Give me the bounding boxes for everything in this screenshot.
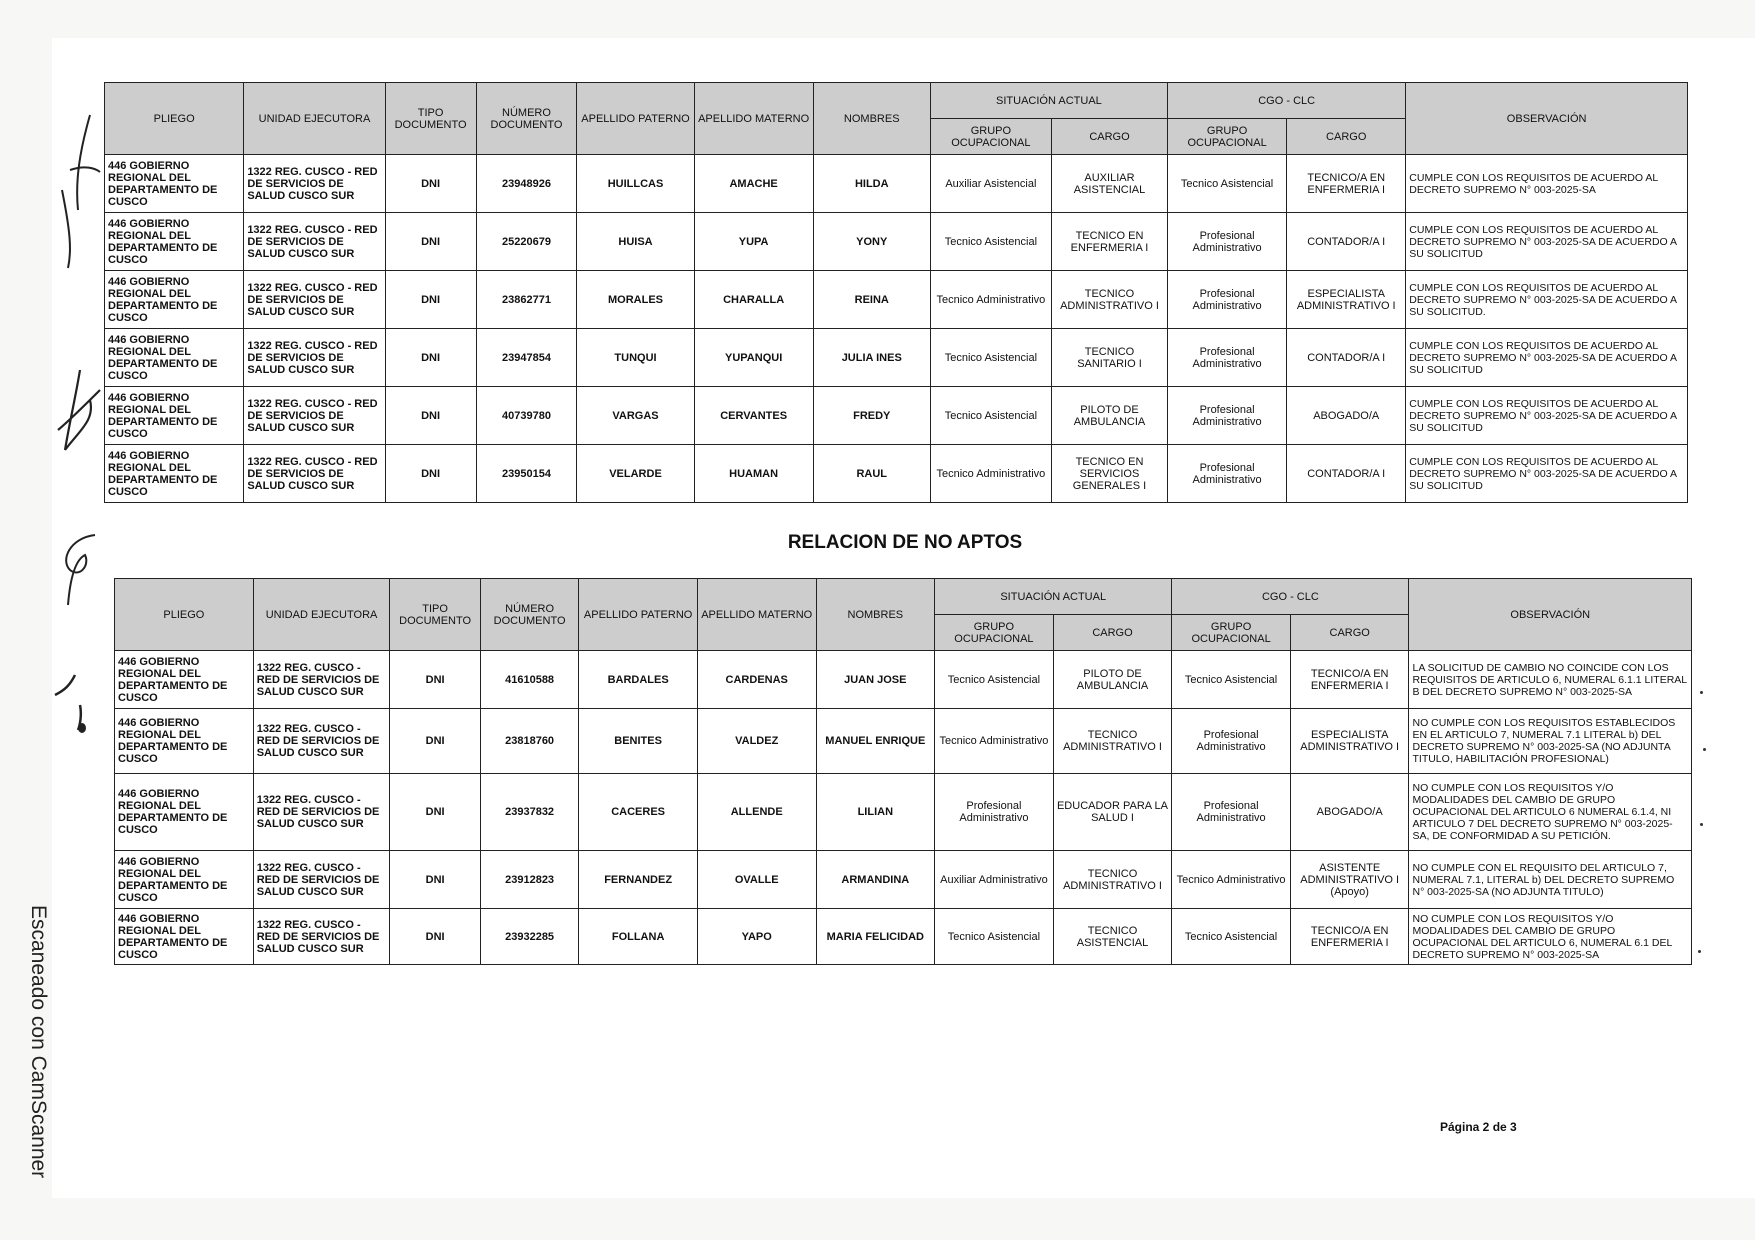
cell-cargo-cgo: ASISTENTE ADMINISTRATIVO I (Apoyo): [1290, 851, 1409, 909]
col-pliego: PLIEGO: [115, 579, 254, 651]
cell-cargo-cgo: TECNICO/A EN ENFERMERIA I: [1287, 155, 1406, 213]
cell-cargo-actual: TECNICO ASISTENCIAL: [1053, 909, 1172, 965]
cell-unidad: 1322 REG. CUSCO - RED DE SERVICIOS DE SALUD CUSCO SUR: [244, 387, 385, 445]
cell-pliego: 446 GOBIERNO REGIONAL DEL DEPARTAMENTO DE CUSCO: [105, 387, 244, 445]
cell-unidad: 1322 REG. CUSCO - RED DE SERVICIOS DE SALUD CUSCO SUR: [253, 709, 390, 774]
col-apellido-materno: APELLIDO MATERNO: [697, 579, 816, 651]
table-row: [105, 329, 1688, 387]
cell-numero: 23948926: [476, 155, 577, 213]
cell-pliego: 446 GOBIERNO REGIONAL DEL DEPARTAMENTO DE CUSCO: [115, 709, 254, 774]
cell-grupo-actual: Profesional Administrativo: [935, 774, 1054, 851]
cell-nombres: JUAN JOSE: [816, 651, 935, 709]
cell-nombres: LILIAN: [816, 774, 935, 851]
cell-grupo-actual: Tecnico Asistencial: [935, 651, 1054, 709]
cell-numero: 23818760: [480, 709, 578, 774]
cell-ap-materno: OVALLE: [697, 851, 816, 909]
cell-grupo-cgo: Tecnico Administrativo: [1172, 851, 1291, 909]
col-pliego: PLIEGO: [105, 83, 244, 155]
cell-nombres: MANUEL ENRIQUE: [816, 709, 935, 774]
signature-mark: [50, 360, 110, 500]
cell-grupo-actual: Tecnico Administrativo: [935, 709, 1054, 774]
col-unidad-ejecutora: UNIDAD EJECUTORA: [244, 83, 385, 155]
col-tipo-documento: TIPO DOCUMENTO: [390, 579, 480, 651]
cell-ap-paterno: FERNANDEZ: [579, 851, 698, 909]
col-observacion: OBSERVACIÓN: [1409, 579, 1692, 651]
page-number: Página 2 de 3: [1440, 1120, 1517, 1134]
camscanner-watermark: Escaneado con CamScanner: [27, 905, 50, 1179]
cell-pliego: 446 GOBIERNO REGIONAL DEL DEPARTAMENTO DE CUSCO: [105, 155, 244, 213]
cell-grupo-cgo: Profesional Administrativo: [1172, 774, 1291, 851]
cell-cargo-actual: PILOTO DE AMBULANCIA: [1051, 387, 1167, 445]
cell-ap-paterno: CACERES: [579, 774, 698, 851]
cell-cargo-actual: TECNICO EN SERVICIOS GENERALES I: [1051, 445, 1167, 503]
cell-tipo: DNI: [385, 213, 476, 271]
cell-tipo: DNI: [390, 851, 480, 909]
cell-nombres: YONY: [813, 213, 930, 271]
col-observacion: OBSERVACIÓN: [1406, 83, 1688, 155]
cell-cargo-actual: TECNICO ADMINISTRATIVO I: [1051, 271, 1167, 329]
cell-ap-paterno: VELARDE: [577, 445, 694, 503]
cell-observacion: NO CUMPLE CON LOS REQUISITOS Y/O MODALIDADES DEL CAMBIO DE GRUPO OCUPACIONAL DEL ARTICULO 6 NUMERAL 6.1.4, NI ARTICULO 7 DEL DECRETO SUPREMO N° 003-2025-SA, DE CONFORMIDAD A SU PETICIÓN.: [1409, 774, 1692, 851]
cell-ap-materno: CERVANTES: [694, 387, 813, 445]
cell-numero: 41610588: [480, 651, 578, 709]
cell-observacion: NO CUMPLE CON LOS REQUISITOS Y/O MODALIDADES DEL CAMBIO DE GRUPO OCUPACIONAL DEL ARTICULO 6, NUMERAL 6.1 DEL DECRETO SUPREMO N° 003-2025-SA: [1409, 909, 1692, 965]
cell-numero: 23932285: [480, 909, 578, 965]
col-grupo-ocupacional: GRUPO OCUPACIONAL: [1172, 615, 1291, 651]
cell-pliego: 446 GOBIERNO REGIONAL DEL DEPARTAMENTO DE CUSCO: [105, 445, 244, 503]
cell-unidad: 1322 REG. CUSCO - RED DE SERVICIOS DE SALUD CUSCO SUR: [253, 851, 390, 909]
cell-pliego: 446 GOBIERNO REGIONAL DEL DEPARTAMENTO DE CUSCO: [115, 851, 254, 909]
cell-numero: 23950154: [476, 445, 577, 503]
cell-cargo-cgo: TECNICO/A EN ENFERMERIA I: [1290, 909, 1409, 965]
cell-ap-materno: VALDEZ: [697, 709, 816, 774]
cell-ap-paterno: MORALES: [577, 271, 694, 329]
table-row: [115, 774, 1692, 851]
cell-tipo: DNI: [390, 909, 480, 965]
table-row: [115, 651, 1692, 709]
col-apellido-materno: APELLIDO MATERNO: [694, 83, 813, 155]
cell-observacion: CUMPLE CON LOS REQUISITOS DE ACUERDO AL DECRETO SUPREMO N° 003-2025-SA DE ACUERDO A SU SOLICITUD: [1406, 387, 1688, 445]
col-cargo: CARGO: [1051, 119, 1167, 155]
cell-grupo-actual: Tecnico Asistencial: [930, 329, 1051, 387]
cell-cargo-actual: TECNICO SANITARIO I: [1051, 329, 1167, 387]
cell-grupo-cgo: Profesional Administrativo: [1168, 387, 1287, 445]
scan-speck: [1703, 748, 1706, 751]
cell-ap-materno: YUPANQUI: [694, 329, 813, 387]
cell-nombres: MARIA FELICIDAD: [816, 909, 935, 965]
col-apellido-paterno: APELLIDO PATERNO: [579, 579, 698, 651]
cell-pliego: 446 GOBIERNO REGIONAL DEL DEPARTAMENTO DE CUSCO: [115, 651, 254, 709]
col-cgo-clc: CGO - CLC: [1172, 579, 1409, 615]
cell-unidad: 1322 REG. CUSCO - RED DE SERVICIOS DE SALUD CUSCO SUR: [244, 445, 385, 503]
cell-unidad: 1322 REG. CUSCO - RED DE SERVICIOS DE SALUD CUSCO SUR: [253, 909, 390, 965]
cell-ap-paterno: BARDALES: [579, 651, 698, 709]
col-situacion-actual: SITUACIÓN ACTUAL: [935, 579, 1172, 615]
cell-tipo: DNI: [385, 387, 476, 445]
cell-tipo: DNI: [390, 651, 480, 709]
cell-cargo-cgo: CONTADOR/A I: [1287, 329, 1406, 387]
col-situacion-actual: SITUACIÓN ACTUAL: [930, 83, 1167, 119]
col-numero-documento: NÚMERO DOCUMENTO: [476, 83, 577, 155]
scan-speck: [1700, 691, 1703, 694]
cell-grupo-cgo: Tecnico Asistencial: [1172, 651, 1291, 709]
cell-numero: 23862771: [476, 271, 577, 329]
col-cargo: CARGO: [1287, 119, 1406, 155]
cell-pliego: 446 GOBIERNO REGIONAL DEL DEPARTAMENTO DE CUSCO: [105, 213, 244, 271]
cell-tipo: DNI: [385, 329, 476, 387]
signature-mark: [50, 660, 110, 740]
cell-numero: 25220679: [476, 213, 577, 271]
cell-observacion: CUMPLE CON LOS REQUISITOS DE ACUERDO AL DECRETO SUPREMO N° 003-2025-SA DE ACUERDO A SU SOLICITUD: [1406, 213, 1688, 271]
cell-nombres: FREDY: [813, 387, 930, 445]
cell-grupo-cgo: Profesional Administrativo: [1172, 709, 1291, 774]
cell-grupo-cgo: Profesional Administrativo: [1168, 271, 1287, 329]
cell-pliego: 446 GOBIERNO REGIONAL DEL DEPARTAMENTO DE CUSCO: [115, 774, 254, 851]
table-row: [105, 155, 1688, 213]
cell-cargo-actual: AUXILIAR ASISTENCIAL: [1051, 155, 1167, 213]
cell-unidad: 1322 REG. CUSCO - RED DE SERVICIOS DE SALUD CUSCO SUR: [253, 774, 390, 851]
cell-observacion: CUMPLE CON LOS REQUISITOS DE ACUERDO AL DECRETO SUPREMO N° 003-2025-SA DE ACUERDO A SU SOLICITUD.: [1406, 271, 1688, 329]
cell-grupo-actual: Tecnico Asistencial: [935, 909, 1054, 965]
cell-cargo-cgo: TECNICO/A EN ENFERMERIA I: [1290, 651, 1409, 709]
cell-grupo-actual: Tecnico Administrativo: [930, 271, 1051, 329]
table-row: [115, 709, 1692, 774]
cell-cargo-cgo: ESPECIALISTA ADMINISTRATIVO I: [1287, 271, 1406, 329]
cell-nombres: ARMANDINA: [816, 851, 935, 909]
col-numero-documento: NÚMERO DOCUMENTO: [480, 579, 578, 651]
cell-pliego: 446 GOBIERNO REGIONAL DEL DEPARTAMENTO DE CUSCO: [105, 329, 244, 387]
cell-cargo-cgo: ESPECIALISTA ADMINISTRATIVO I: [1290, 709, 1409, 774]
cell-grupo-cgo: Tecnico Asistencial: [1172, 909, 1291, 965]
cell-nombres: REINA: [813, 271, 930, 329]
cell-grupo-actual: Auxiliar Administrativo: [935, 851, 1054, 909]
cell-tipo: DNI: [385, 445, 476, 503]
col-cargo: CARGO: [1053, 615, 1172, 651]
cell-ap-paterno: TUNQUI: [577, 329, 694, 387]
cell-ap-paterno: HUILLCAS: [577, 155, 694, 213]
col-unidad-ejecutora: UNIDAD EJECUTORA: [253, 579, 390, 651]
col-tipo-documento: TIPO DOCUMENTO: [385, 83, 476, 155]
aptos-table: [104, 82, 1688, 503]
cell-grupo-cgo: Profesional Administrativo: [1168, 329, 1287, 387]
cell-numero: 40739780: [476, 387, 577, 445]
cell-unidad: 1322 REG. CUSCO - RED DE SERVICIOS DE SALUD CUSCO SUR: [253, 651, 390, 709]
cell-observacion: NO CUMPLE CON EL REQUISITO DEL ARTICULO 7, NUMERAL 7.1, LITERAL b) DEL DECRETO SUPREMO N° 003-2025-SA (NO ADJUNTA TITULO): [1409, 851, 1692, 909]
table-row: [105, 213, 1688, 271]
cell-grupo-actual: Auxiliar Asistencial: [930, 155, 1051, 213]
col-cgo-clc: CGO - CLC: [1168, 83, 1406, 119]
cell-observacion: LA SOLICITUD DE CAMBIO NO COINCIDE CON LOS REQUISITOS DE ARTICULO 6, NUMERAL 6.1.1 LITERAL B DEL DECRETO SUPREMO N° 003-2025-SA: [1409, 651, 1692, 709]
cell-observacion: NO CUMPLE CON LOS REQUISITOS ESTABLECIDOS EN EL ARTICULO 7, NUMERAL 7.1 LITERAL b) DEL DECRETO SUPREMO N° 003-2025-SA (NO ADJUNTA TITULO, HABILITACIÓN PROFESIONAL): [1409, 709, 1692, 774]
cell-grupo-cgo: Tecnico Asistencial: [1168, 155, 1287, 213]
cell-observacion: CUMPLE CON LOS REQUISITOS DE ACUERDO AL DECRETO SUPREMO N° 003-2025-SA DE ACUERDO A SU SOLICITUD: [1406, 329, 1688, 387]
cell-cargo-actual: EDUCADOR PARA LA SALUD I: [1053, 774, 1172, 851]
cell-cargo-cgo: CONTADOR/A I: [1287, 445, 1406, 503]
col-grupo-ocupacional: GRUPO OCUPACIONAL: [930, 119, 1051, 155]
cell-nombres: RAUL: [813, 445, 930, 503]
cell-ap-materno: YAPO: [697, 909, 816, 965]
cell-unidad: 1322 REG. CUSCO - RED DE SERVICIOS DE SALUD CUSCO SUR: [244, 271, 385, 329]
col-apellido-paterno: APELLIDO PATERNO: [577, 83, 694, 155]
cell-numero: 23912823: [480, 851, 578, 909]
cell-tipo: DNI: [385, 271, 476, 329]
no-aptos-table: [114, 578, 1692, 965]
cell-grupo-actual: Tecnico Asistencial: [930, 213, 1051, 271]
cell-ap-paterno: BENITES: [579, 709, 698, 774]
table-row: [105, 271, 1688, 329]
cell-ap-materno: YUPA: [694, 213, 813, 271]
cell-numero: 23937832: [480, 774, 578, 851]
cell-ap-paterno: HUISA: [577, 213, 694, 271]
cell-observacion: CUMPLE CON LOS REQUISITOS DE ACUERDO AL DECRETO SUPREMO N° 003-2025-SA: [1406, 155, 1688, 213]
cell-pliego: 446 GOBIERNO REGIONAL DEL DEPARTAMENTO DE CUSCO: [105, 271, 244, 329]
cell-grupo-actual: Tecnico Asistencial: [930, 387, 1051, 445]
cell-grupo-actual: Tecnico Administrativo: [930, 445, 1051, 503]
cell-numero: 23947854: [476, 329, 577, 387]
col-cargo: CARGO: [1290, 615, 1409, 651]
cell-cargo-actual: PILOTO DE AMBULANCIA: [1053, 651, 1172, 709]
cell-cargo-actual: TECNICO EN ENFERMERIA I: [1051, 213, 1167, 271]
cell-tipo: DNI: [390, 709, 480, 774]
col-grupo-ocupacional: GRUPO OCUPACIONAL: [935, 615, 1054, 651]
cell-cargo-actual: TECNICO ADMINISTRATIVO I: [1053, 709, 1172, 774]
cell-pliego: 446 GOBIERNO REGIONAL DEL DEPARTAMENTO DE CUSCO: [115, 909, 254, 965]
table-row: [105, 387, 1688, 445]
cell-ap-materno: AMACHE: [694, 155, 813, 213]
signature-mark: [50, 110, 110, 270]
cell-cargo-actual: TECNICO ADMINISTRATIVO I: [1053, 851, 1172, 909]
cell-cargo-cgo: ABOGADO/A: [1287, 387, 1406, 445]
table-row: [115, 851, 1692, 909]
cell-tipo: DNI: [390, 774, 480, 851]
cell-nombres: HILDA: [813, 155, 930, 213]
cell-ap-materno: CHARALLA: [694, 271, 813, 329]
cell-ap-materno: ALLENDE: [697, 774, 816, 851]
signature-mark: [50, 530, 110, 610]
cell-cargo-cgo: CONTADOR/A I: [1287, 213, 1406, 271]
col-grupo-ocupacional: GRUPO OCUPACIONAL: [1168, 119, 1287, 155]
cell-ap-materno: CARDENAS: [697, 651, 816, 709]
table-row: [115, 909, 1692, 965]
cell-nombres: JULIA INES: [813, 329, 930, 387]
cell-ap-materno: HUAMAN: [694, 445, 813, 503]
section-heading-no-aptos: RELACION DE NO APTOS: [787, 532, 1023, 553]
cell-observacion: CUMPLE CON LOS REQUISITOS DE ACUERDO AL DECRETO SUPREMO N° 003-2025-SA DE ACUERDO A SU SOLICITUD: [1406, 445, 1688, 503]
cell-ap-paterno: FOLLANA: [579, 909, 698, 965]
scan-speck: [1700, 823, 1703, 826]
col-nombres: NOMBRES: [816, 579, 935, 651]
cell-ap-paterno: VARGAS: [577, 387, 694, 445]
cell-grupo-cgo: Profesional Administrativo: [1168, 445, 1287, 503]
cell-cargo-cgo: ABOGADO/A: [1290, 774, 1409, 851]
scan-speck: [1698, 950, 1701, 953]
col-nombres: NOMBRES: [813, 83, 930, 155]
cell-grupo-cgo: Profesional Administrativo: [1168, 213, 1287, 271]
table-row: [105, 445, 1688, 503]
cell-unidad: 1322 REG. CUSCO - RED DE SERVICIOS DE SALUD CUSCO SUR: [244, 329, 385, 387]
cell-tipo: DNI: [385, 155, 476, 213]
cell-unidad: 1322 REG. CUSCO - RED DE SERVICIOS DE SALUD CUSCO SUR: [244, 155, 385, 213]
cell-unidad: 1322 REG. CUSCO - RED DE SERVICIOS DE SALUD CUSCO SUR: [244, 213, 385, 271]
